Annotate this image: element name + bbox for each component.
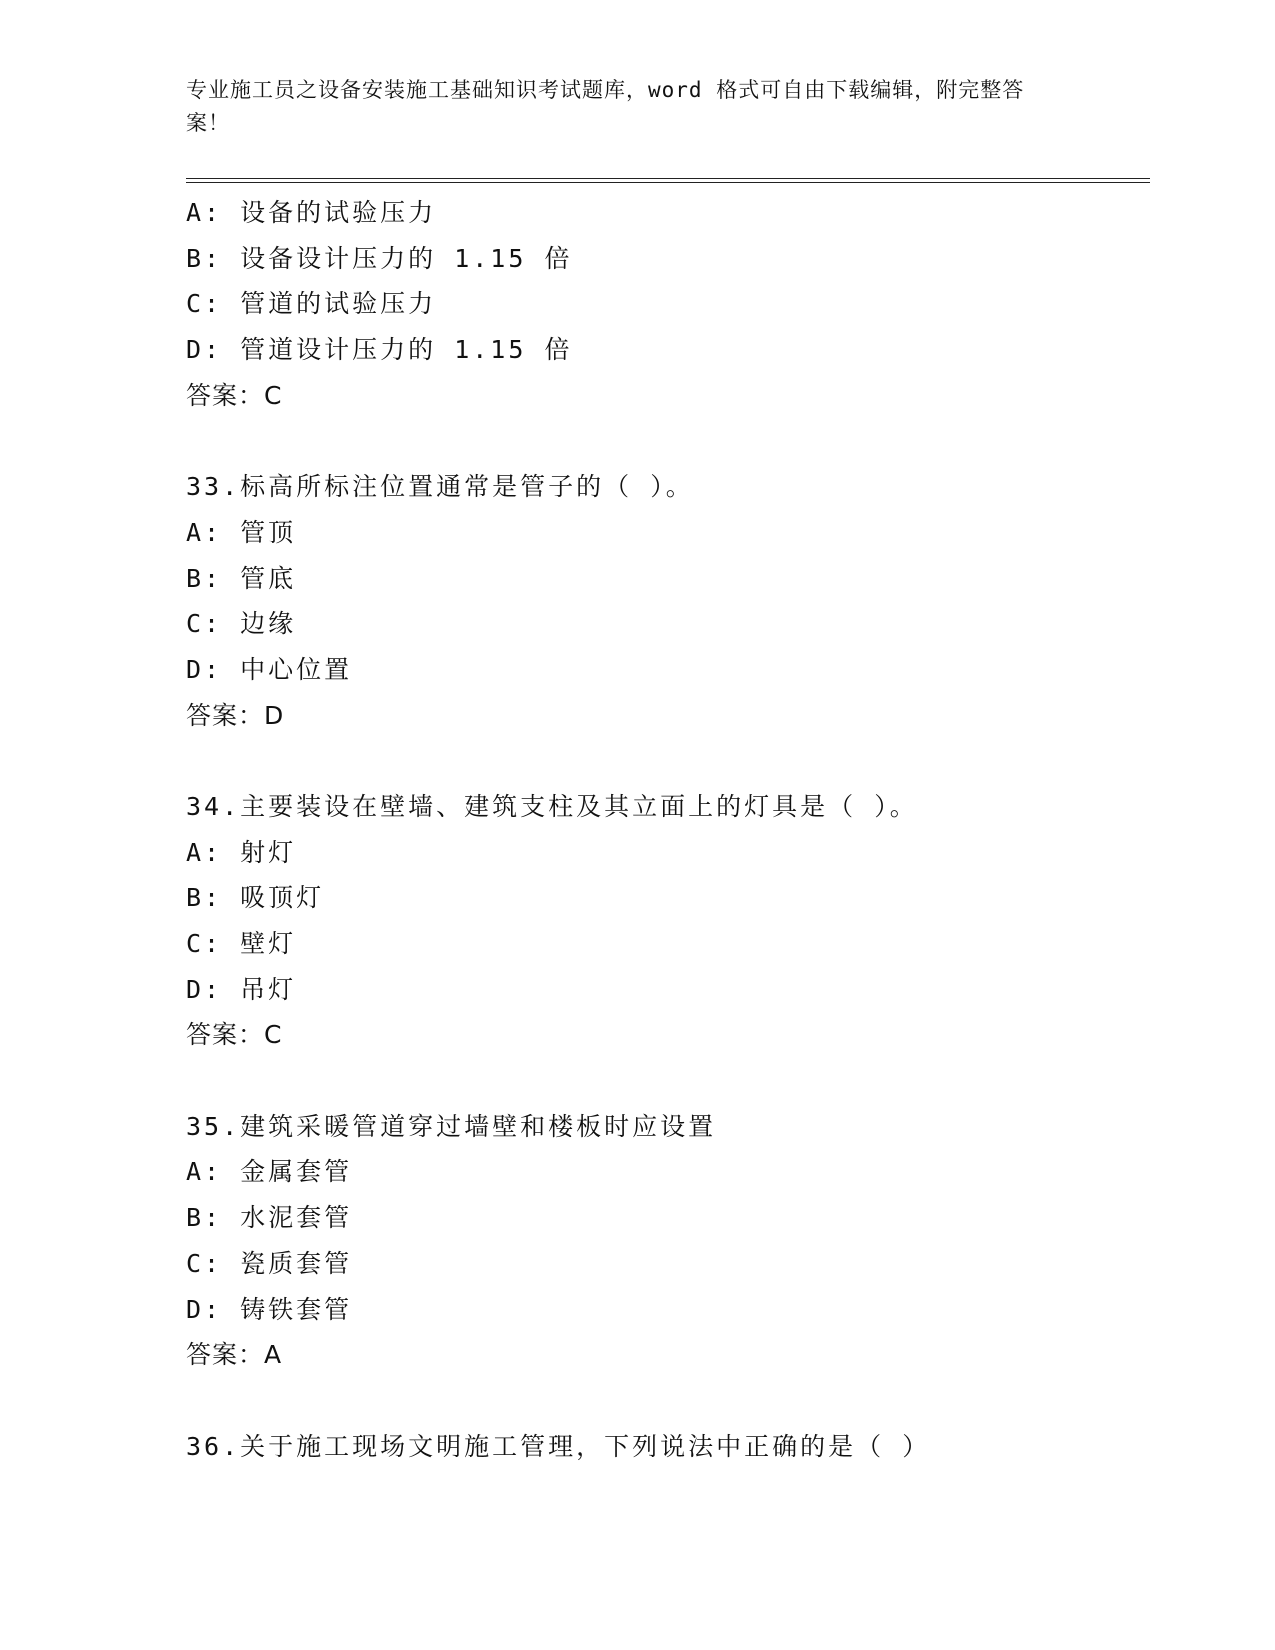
header-divider-bottom — [186, 182, 1150, 183]
option-d: D: 中心位置 — [186, 654, 353, 684]
option-d: D: 管道设计压力的 1.15 倍 — [186, 335, 573, 365]
answer-line: 答案：C — [186, 1020, 283, 1050]
option-a: A: 金属套管 — [186, 1157, 353, 1187]
option-b: B: 吸顶灯 — [186, 883, 325, 913]
option-a: A: 管顶 — [186, 517, 297, 547]
answer-line: 答案：A — [186, 1340, 283, 1370]
block-spacer — [186, 738, 1150, 784]
option-c: C: 壁灯 — [186, 929, 297, 958]
option-c: C: 边缘 — [186, 609, 297, 639]
option-a: A: 射灯 — [186, 837, 297, 867]
option-b: B: 水泥套管 — [186, 1203, 353, 1233]
question-list — [186, 190, 1150, 1469]
option-d: D: 铸铁套管 — [186, 1294, 353, 1324]
option-c: C: 瓷质套管 — [186, 1248, 353, 1278]
option-b: B: 管底 — [186, 563, 297, 593]
answer-line: 答案：D — [186, 700, 285, 730]
question-36: 36.关于施工现场文明施工管理，下列说法中正确的是（ ） — [186, 1431, 931, 1461]
question-35: 35.建筑采暖管道穿过墙壁和楼板时应设置 — [186, 1111, 717, 1141]
option-b: B: 设备设计压力的 1.15 倍 — [186, 243, 573, 273]
block-spacer — [186, 1058, 1150, 1104]
header-divider-top — [186, 178, 1150, 179]
option-d: D: 吊灯 — [186, 974, 297, 1004]
option-c: C: 管道的试验压力 — [186, 289, 437, 319]
question-33: 33.标高所标注位置通常是管子的（ ）。 — [186, 472, 694, 502]
document-header: 专业施工员之设备安装施工基础知识考试题库，word 格式可自由下载编辑，附完整答案！ — [186, 78, 1025, 135]
block-spacer — [186, 1378, 1150, 1424]
question-34: 34.主要装设在壁墙、建筑支柱及其立面上的灯具是（ ）。 — [186, 791, 918, 821]
block-spacer — [186, 418, 1150, 464]
option-a: A: 设备的试验压力 — [186, 198, 437, 227]
answer-line: 答案：C — [186, 380, 283, 410]
